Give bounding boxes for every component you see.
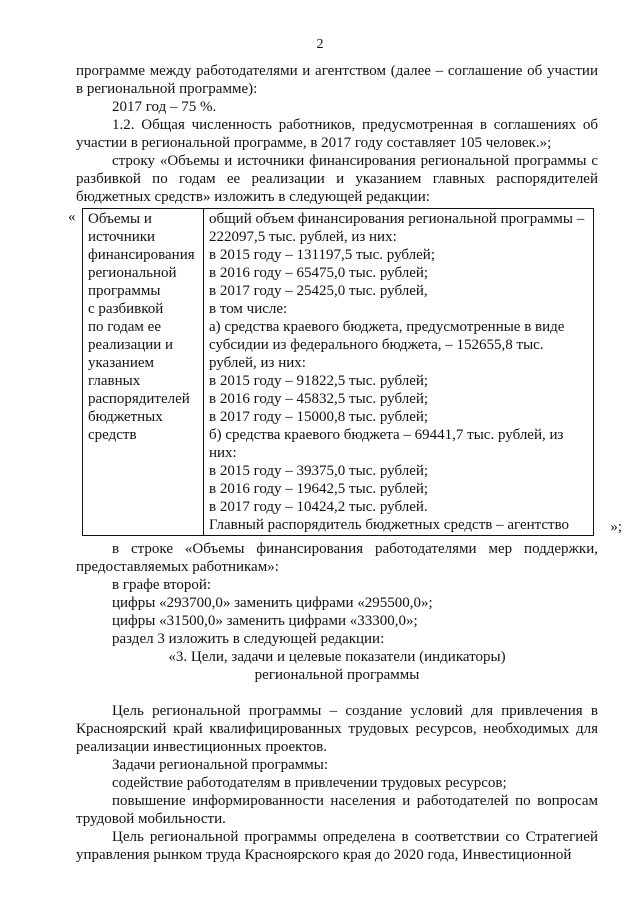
left-line: по годам ее (88, 319, 161, 335)
right-cell (204, 209, 594, 536)
right-line: в 2015 году – 39375,0 тыс. рублей; (209, 463, 429, 479)
left-line: распорядителей (88, 391, 190, 407)
right-line: субсидии из федерального бюджета, – 152655,8 тыс. (209, 337, 544, 353)
right-line: в 2016 году – 45832,5 тыс. рублей; (209, 391, 429, 407)
left-line: реализации и (88, 337, 174, 353)
left-line: программы (88, 283, 161, 299)
after-table-line: в строке «Объемы финансирования работодателями мер поддержки, предоставляемых работникам»: (76, 541, 598, 575)
left-cell (83, 209, 204, 536)
right-line: в 2016 году – 65475,0 тыс. рублей; (209, 265, 429, 281)
section-subtitle: региональной программы (254, 667, 420, 683)
left-line: главных (88, 373, 141, 389)
page-number: 2 (316, 37, 324, 52)
right-line: в 2015 году – 131197,5 тыс. рублей; (209, 247, 435, 263)
open-quote: « (68, 209, 76, 225)
strategy-paragraph: Цель региональной программы определена в соответствии со Стратегией управления рынком труда Красноярского края до 2020 года, Инвестиционной (76, 829, 598, 863)
item-1-2: 1.2. Общая численность работников, предусмотренная в соглашениях об участии в региональной программе, в 2017 году составляет 105 человек.»; (76, 117, 598, 151)
year-percent: 2017 год – 75 %. (112, 99, 217, 115)
right-line: в 2015 году – 91822,5 тыс. рублей; (209, 373, 429, 389)
tasks-header: Задачи региональной программы: (112, 757, 329, 773)
left-line: финансирования (88, 247, 195, 263)
funding-table-wrap (68, 208, 622, 536)
left-line: Объемы и (88, 211, 152, 227)
spacer (76, 684, 598, 702)
section-title: «3. Цели, задачи и целевые показатели (индикаторы) (168, 649, 506, 665)
left-line: региональной (88, 265, 177, 281)
after-table-line: цифры «293700,0» заменить цифрами «295500,0»; (112, 595, 433, 611)
after-table-line: раздел 3 изложить в следующей редакции: (112, 631, 385, 647)
table-row (83, 209, 594, 536)
right-line: в 2016 году – 19642,5 тыс. рублей; (209, 481, 429, 497)
document-body (68, 62, 622, 864)
goal-paragraph: Цель региональной программы – создание условий для привлечения в Красноярский край квалифицированных трудовых ресурсов, необходимых для реализации инвестиционных проектов. (76, 703, 598, 755)
after-table-line: цифры «31500,0» заменить цифрами «33300,0»; (112, 613, 418, 629)
right-line: рублей, из них: (209, 355, 306, 371)
right-line: в 2017 году – 10424,2 тыс. рублей. (209, 499, 428, 515)
right-line: в том числе: (209, 301, 288, 317)
intro-paragraph: программе между работодателями и агентством (далее – соглашение об участии в региональной программе): (76, 63, 598, 97)
left-line: бюджетных (88, 409, 163, 425)
right-line: а) средства краевого бюджета, предусмотренные в виде (209, 319, 565, 335)
right-line: общий объем финансирования региональной программы – (209, 211, 585, 227)
right-line: Главный распорядитель бюджетных средств – агентство (209, 517, 570, 533)
right-line: в 2017 году – 15000,8 тыс. рублей; (209, 409, 429, 425)
task-item: содействие работодателям в привлечении трудовых ресурсов; (112, 775, 507, 791)
right-line: б) средства краевого бюджета – 69441,7 тыс. рублей, из (209, 427, 564, 443)
left-line: источники (88, 229, 156, 245)
right-line: 222097,5 тыс. рублей, из них: (209, 229, 397, 245)
left-line: с разбивкой (88, 301, 164, 317)
left-line: средств (88, 427, 137, 443)
close-quote: »; (610, 519, 622, 535)
row-instruction: строку «Объемы и источники финансирования региональной программы с разбивкой по годам ее реализации и указанием главных распорядителей бюджетных средств» изложить в следующей редакции: (76, 153, 598, 205)
task-item: повышение информированности населения и работодателей по вопросам трудовой мобильности. (76, 793, 598, 827)
after-table-line: в графе второй: (112, 577, 212, 593)
right-line: них: (209, 445, 237, 461)
right-line: в 2017 году – 25425,0 тыс. рублей, (209, 283, 428, 299)
left-line: указанием (88, 355, 155, 371)
funding-table (82, 208, 594, 536)
